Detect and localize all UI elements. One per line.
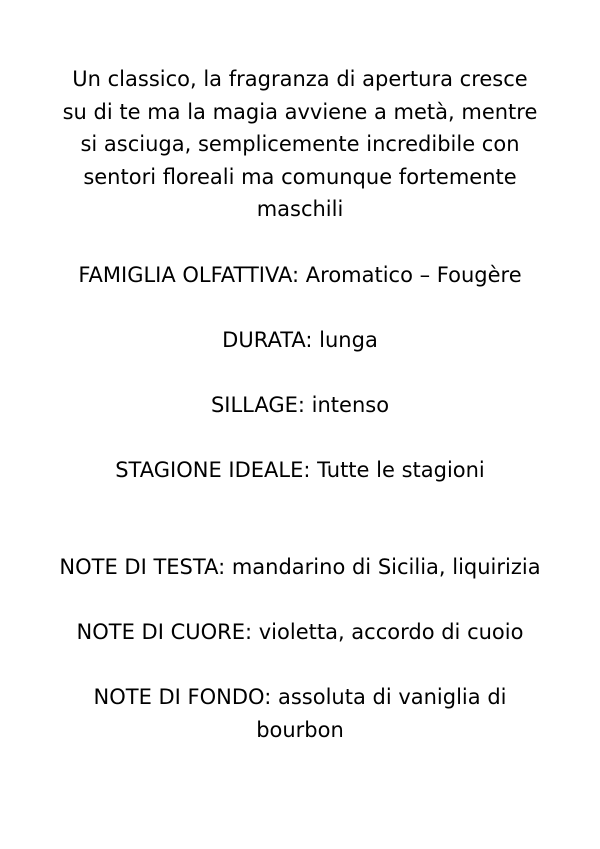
note-di-fondo-line	[30, 681, 570, 714]
intro-line: maschili	[256, 197, 344, 221]
note-di-testa-label: NOTE DI TESTA:	[59, 555, 226, 579]
note-di-testa-row	[30, 551, 570, 584]
stagione-ideale-value: Tutte le stagioni	[317, 458, 485, 482]
famiglia-olfattiva-label: FAMIGLIA OLFATTIVA:	[78, 263, 300, 287]
intro-line: su di te ma la magia avviene a metà, mentre	[62, 99, 538, 124]
note-di-fondo-row	[30, 681, 570, 746]
durata-row	[30, 324, 570, 357]
sillage-row	[30, 389, 570, 422]
note-di-fondo-value: assoluta di vaniglia di	[277, 685, 507, 709]
note-di-cuore-value: violetta, accordo di cuoio	[258, 620, 524, 644]
famiglia-olfattiva-row	[30, 259, 570, 292]
sillage-value: intenso	[311, 393, 390, 417]
intro-paragraph	[30, 63, 570, 226]
note-di-fondo-value-continuation: bourbon	[256, 717, 344, 742]
note-di-cuore-label: NOTE DI CUORE:	[76, 620, 253, 644]
note-di-cuore-row	[30, 616, 570, 649]
durata-value: lunga	[319, 328, 378, 352]
intro-line: sentori floreali ma comunque fortemente	[83, 164, 517, 189]
note-di-testa-value: mandarino di Sicilia, liquirizia	[231, 555, 541, 579]
sillage-label: SILLAGE:	[210, 393, 305, 417]
intro-line: si asciuga, semplicemente incredibile con	[80, 132, 520, 156]
stagione-ideale-row	[30, 454, 570, 487]
note-di-fondo-label: NOTE DI FONDO:	[93, 685, 272, 709]
stagione-ideale-label: STAGIONE IDEALE:	[115, 458, 311, 482]
durata-label: DURATA:	[222, 328, 313, 352]
intro-line: Un classico, la fragranza di apertura cresce	[72, 67, 528, 91]
famiglia-olfattiva-value: Aromatico – Fougère	[305, 263, 522, 287]
